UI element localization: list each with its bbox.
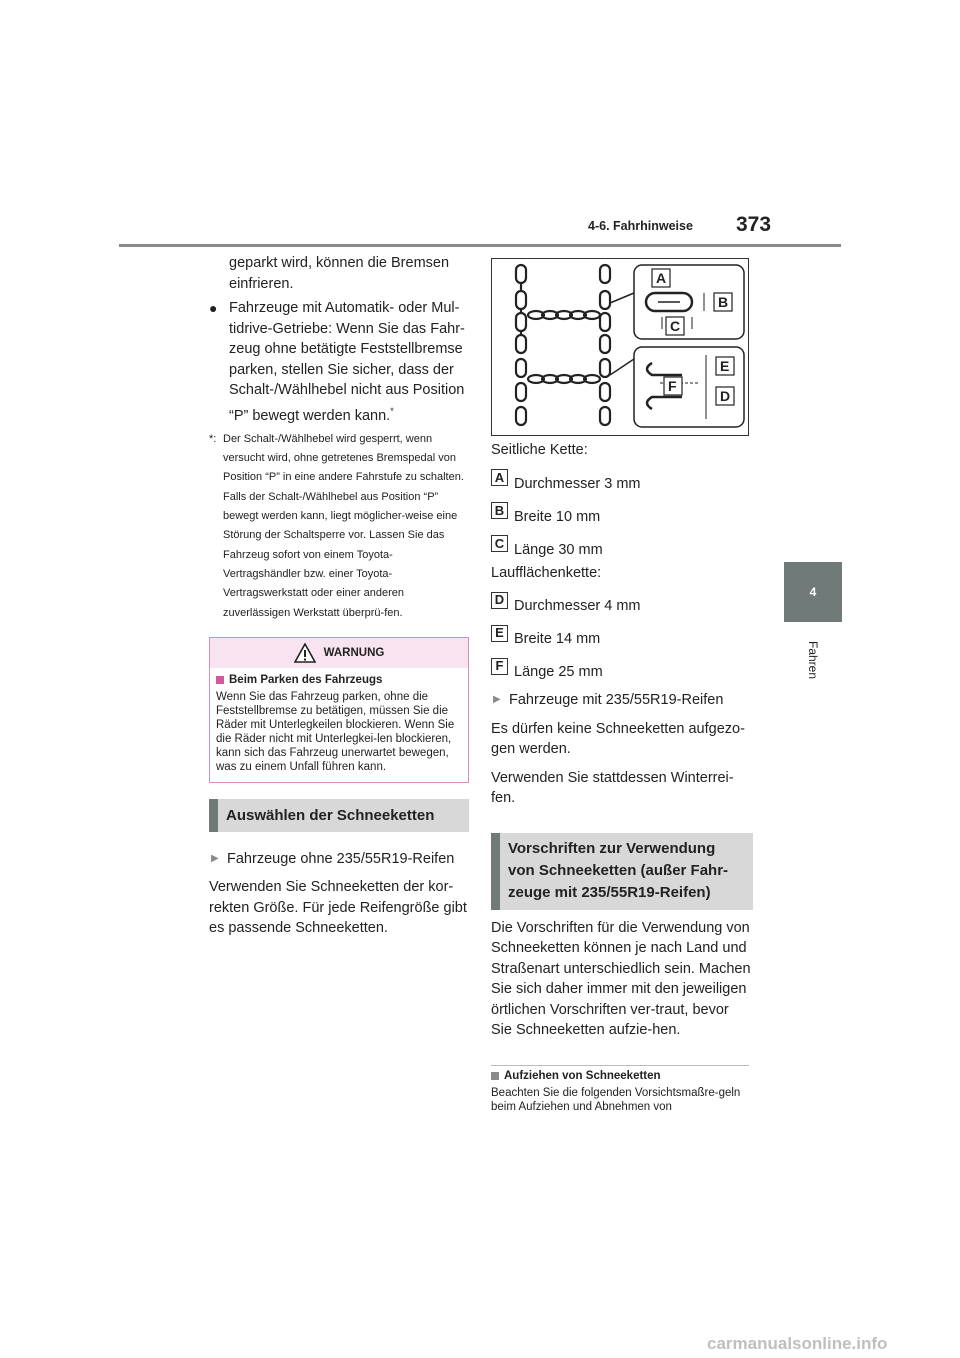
continued-text: geparkt wird, können die Bremsen einfrieren.: [229, 255, 450, 292]
warning-title: WARNUNG: [323, 646, 385, 659]
right-column: [491, 258, 753, 1114]
dimension-row: [491, 535, 753, 560]
condition-text: Fahrzeuge mit 235/55R19-Reifen: [509, 692, 724, 708]
bullet-dot-icon: ●: [209, 300, 218, 316]
diagram-label-a: A: [656, 270, 667, 286]
letter-b-box: B: [491, 502, 508, 519]
triangle-bullet-icon: ▶: [211, 852, 219, 864]
pink-square-icon: [216, 676, 224, 684]
footnote: [209, 430, 469, 623]
winter-tires-paragraph: Verwenden Sie stattdessen Winterrei-fen.: [491, 769, 734, 806]
diagram-label-b: B: [718, 294, 729, 310]
letter-d-box: D: [491, 592, 508, 609]
subsection-rule: [491, 1065, 749, 1066]
snow-chain-diagram: [491, 258, 749, 436]
footnote-star: *:: [209, 432, 217, 445]
warning-box: [209, 637, 469, 783]
subsection-title: [491, 1070, 753, 1082]
chain-size-paragraph: Verwenden Sie Schneeketten der kor-rekten Größe. Für jede Reifengröße gibt es passende Schneeketten.: [209, 879, 467, 937]
condition-item: [491, 690, 753, 711]
dimension-text: Breite 10 mm: [514, 508, 601, 525]
letter-f-box: F: [491, 658, 508, 675]
watermark: carmanualsonline.info: [707, 1334, 888, 1353]
tread-chain-title: Laufflächenkette:: [491, 564, 602, 581]
dimension-text: Länge 25 mm: [514, 664, 603, 680]
section-title-snow-chains: Auswählen der Schneeketten: [209, 799, 469, 832]
regulations-paragraph: Die Vorschriften für die Verwendung von Schneeketten können je nach Land und Straßenart unterschiedlich sein. Machen Sie sich daher immer mit den jeweiligen örtlichen Vorschriften ver-traut, bevor Sie Schneeketten aufzie-hen.: [491, 919, 751, 1038]
chain-illustration: [492, 259, 748, 435]
bullet-text: Fahrzeuge mit Automatik- oder Mul-tidrive-Getriebe: Wenn Sie das Fahr-zeug ohne betätigte Feststellbremse parken, stellen Sie sicher, dass der Schalt-/Wählhebel nicht aus Position “P” bewegt werden kann.: [229, 300, 465, 424]
warning-body: [210, 668, 468, 782]
dimension-row: [491, 625, 753, 649]
dimension-row: [491, 658, 753, 682]
bullet-text-block: [229, 298, 469, 426]
dimension-row: [491, 592, 753, 616]
warning-triangle-icon: [294, 643, 316, 663]
subsection-title-text: Aufziehen von Schneeketten: [504, 1069, 661, 1082]
condition-text: Fahrzeuge ohne 235/55R19-Reifen: [227, 850, 455, 867]
dimension-text: Breite 14 mm: [514, 631, 601, 647]
letter-c-box: C: [491, 535, 508, 552]
bullet-item: [209, 298, 469, 426]
chapter-tab: [784, 562, 842, 622]
footnote-text: Der Schalt-/Wählhebel wird gesperrt, wenn versucht wird, ohne getretenes Bremspedal von Position “P” in eine andere Fahrstufe zu schalten. Falls der Schalt-/Wählhebel aus Position “P” bewegt werden kann, liegt möglicher-weise eine Störung der Schaltsperre vor. Lassen Sie das Fahrzeug sofort von einem Toyota-Vertragshändler bzw. einer Toyota-Vertragswerkstatt oder einer anderen zuverlässigen Werkstatt überprü-fen.: [223, 432, 464, 619]
left-column: [209, 253, 469, 939]
diagram-label-e: E: [720, 358, 730, 374]
section-title-regulations: Vorschriften zur Verwendung von Schneeketten (außer Fahr-zeuge mit 235/55R19-Reifen): [491, 833, 753, 910]
letter-e-box: E: [491, 625, 508, 642]
dimension-text: Länge 30 mm: [514, 541, 603, 558]
dimension-text: Durchmesser 4 mm: [514, 598, 641, 614]
chapter-number: 4: [809, 585, 817, 599]
triangle-bullet-icon: ▶: [493, 694, 501, 705]
diagram-label-c: C: [670, 318, 681, 334]
dimension-text: Durchmesser 3 mm: [514, 475, 641, 492]
no-chains-paragraph: Es dürfen keine Schneeketten aufgezo-gen werden.: [491, 720, 745, 757]
letter-a-box: A: [491, 469, 508, 486]
chapter-label: [805, 630, 821, 690]
header-rule: [119, 244, 841, 247]
warning-text: Wenn Sie das Fahrzeug parken, ohne die Feststellbremse zu betätigen, müssen Sie die Räder mit Unterlegkeilen blockieren. Wenn Sie die Räder nicht mit Unterlegkei-len blockieren, kann sich das Fahrzeug unerwartet bewegen, was zu einem Unfall führen kann.: [216, 690, 455, 773]
bullet-star: *: [390, 405, 394, 416]
gray-square-icon: [491, 1072, 499, 1080]
side-chain-title: Seitliche Kette:: [491, 442, 588, 458]
diagram-label-f: F: [668, 378, 677, 394]
section-header: 4-6. Fahrhinweise: [588, 219, 693, 233]
warning-subtitle: [216, 674, 462, 686]
dimension-row: [491, 502, 753, 527]
warning-header: [210, 638, 468, 668]
chapter-label-text: Fahren: [806, 640, 820, 680]
condition-item: [209, 849, 469, 870]
diagram-label-d: D: [720, 388, 731, 404]
warning-subtitle-text: Beim Parken des Fahrzeugs: [229, 673, 383, 686]
subsection-text: Beachten Sie die folgenden Vorsichtsmaßre-geln beim Aufziehen und Abnehmen von: [491, 1086, 741, 1113]
dimension-row: [491, 469, 753, 494]
page-number: 373: [736, 213, 772, 236]
